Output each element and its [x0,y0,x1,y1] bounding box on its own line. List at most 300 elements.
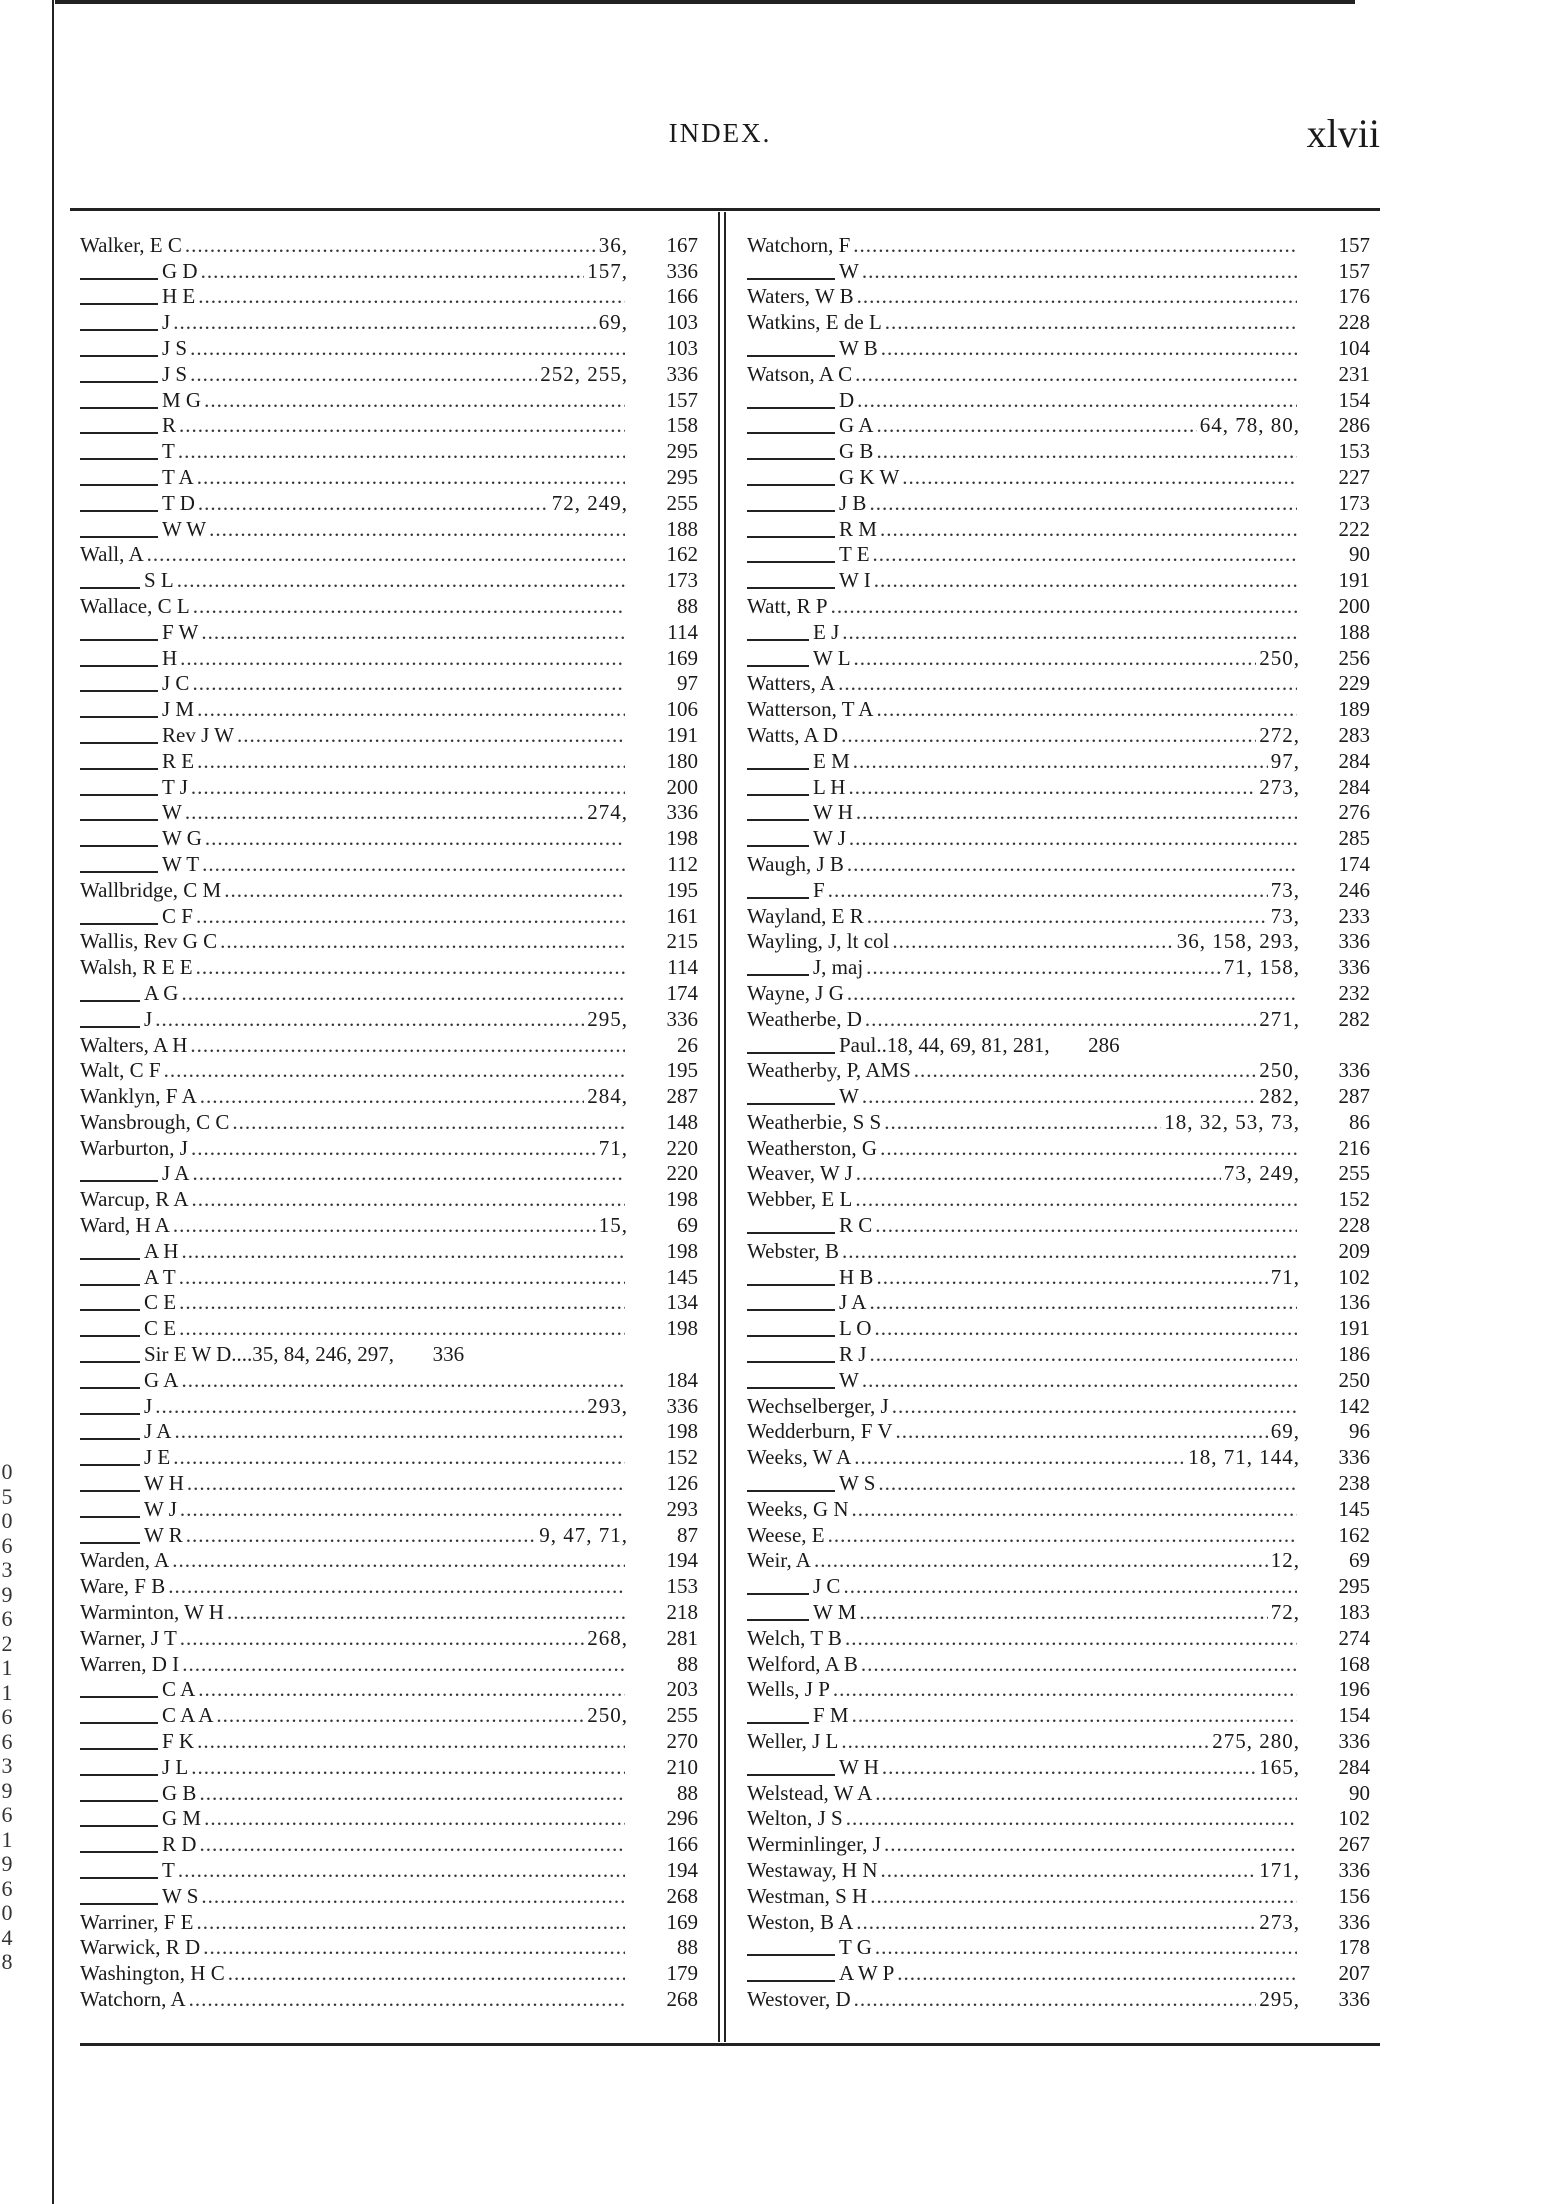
ditto-dash [747,1376,835,1389]
index-entry [80,361,698,387]
dot-leader [838,671,1297,696]
index-entry [80,619,698,645]
entry-references: 273, [1259,774,1300,799]
index-entry [80,309,698,335]
entry-name: G A [144,1367,179,1392]
entry-references: 9, 47, 71, [539,1522,628,1547]
ditto-dash [747,757,809,770]
entry-name: R D [162,1832,197,1857]
edge-digit: 9 [1,1851,13,1876]
entry-name: W H [813,800,853,825]
entry-page-number: 336 [666,258,698,283]
entry-name: J C [813,1574,841,1599]
entry-name: W J [813,826,846,851]
entry-name: Weese, E [747,1522,825,1547]
index-entry [80,1780,698,1806]
entry-page-number: 154 [1338,1703,1370,1728]
index-entry [747,1264,1370,1290]
dot-leader [173,1213,596,1238]
entry-page-number: 106 [666,697,698,722]
ditto-dash [747,834,809,847]
ditto-dash [80,1298,140,1311]
dot-leader [861,1652,1297,1677]
entry-page-number: 336 [1338,1729,1370,1754]
entry-name: C A [162,1677,196,1702]
entry-page-number: 114 [667,619,698,644]
dot-leader [197,1729,625,1754]
entry-references: 18, 32, 53, 73, [1164,1109,1300,1134]
entry-name: Warden, A [80,1548,170,1573]
entry-name: J S [162,361,188,386]
edge-digit: 5 [1,1483,13,1509]
entry-name: Weaver, W J [747,1161,853,1186]
column-divider [718,212,720,2042]
entry-page-number: 274 [1338,1625,1370,1650]
ditto-dash [747,808,809,821]
dot-leader [855,1187,1297,1212]
entry-page-number: 191 [1338,568,1370,593]
dot-leader [902,465,1297,490]
index-entry [80,1135,698,1161]
entry-page-number: 293 [666,1496,698,1521]
entry-references: 273, [1259,1909,1300,1934]
ditto-dash [747,473,835,486]
entry-page-number: 336 [666,361,698,386]
ditto-dash [80,1247,140,1260]
entry-name: Weatherby, P, AMS [747,1058,911,1083]
entry-page-number: 97 [677,671,698,696]
index-entry [80,954,698,980]
index-entry [80,1651,698,1677]
ditto-dash [747,550,835,563]
index-entry [747,645,1370,671]
dot-leader [147,542,625,567]
entry-references: 15, [598,1213,628,1238]
dot-leader [847,852,1297,877]
entry-name: J A [839,1290,867,1315]
index-entry [80,232,698,258]
entry-page-number: 174 [666,980,698,1005]
dot-leader [841,1729,1209,1754]
entry-page-number: 152 [1338,1187,1370,1212]
entry-references: 36, 158, 293, [1176,929,1300,954]
index-entry [80,1857,698,1883]
ditto-dash [747,654,809,667]
entry-name: Wechselberger, J [747,1393,889,1418]
index-entry [80,1341,698,1367]
entry-references: 69, [598,310,628,335]
entry-name: Weir, A [747,1548,811,1573]
dot-leader [193,594,625,619]
dot-leader [179,1290,625,1315]
entry-page-number: 228 [1338,1213,1370,1238]
entry-name: R J [839,1342,867,1367]
ditto-dash [80,1324,140,1337]
index-entry [747,1290,1370,1316]
dot-leader [191,775,625,800]
entry-name: W R [144,1522,183,1547]
ditto-dash [747,628,809,641]
index-entry [747,258,1370,284]
entry-name: Wall, A [80,542,144,567]
dot-leader [192,1187,625,1212]
entry-page-number: 210 [666,1754,698,1779]
ditto-dash [80,1479,140,1492]
dot-leader [186,1523,537,1548]
entry-name: D [839,387,855,412]
dot-leader [878,1471,1297,1496]
binding-edge-line [52,0,54,2204]
entry-references: 274, [587,800,628,825]
dot-leader [852,1703,1297,1728]
entry-name: H [162,645,178,670]
ditto-dash [80,318,158,331]
dot-leader [191,1755,625,1780]
dot-leader [197,749,625,774]
index-entry [80,490,698,516]
entry-page-number: 231 [1338,361,1370,386]
entry-page-number: 195 [666,877,698,902]
entry-name: Warminton, W H [80,1600,224,1625]
entry-page-number: 336 [666,1393,698,1418]
entry-page-number: 178 [1338,1935,1370,1960]
dot-leader [173,310,596,335]
dot-leader [867,904,1268,929]
entry-references: 171, [1259,1858,1300,1882]
entry-name: Wallbridge, C M [80,877,222,902]
index-entry [747,1135,1370,1161]
entry-page-number: 169 [666,1909,698,1934]
entry-page-number: 336 [1338,955,1370,980]
ditto-dash [80,1814,158,1827]
index-entry [747,1393,1370,1419]
entry-references: 64, 78, 80, [1199,413,1300,438]
index-entry [747,1186,1370,1212]
index-entry [80,825,698,851]
index-column-right [747,232,1370,2012]
entry-page-number: 222 [1338,516,1370,541]
entry-page-number: 134 [666,1290,698,1315]
ditto-dash [80,628,158,641]
entry-page-number: 103 [666,335,698,360]
entry-name: F W [162,619,199,644]
index-entry [80,1599,698,1625]
ditto-dash [80,808,158,821]
dot-leader [875,1935,1297,1960]
entry-page-number: 228 [1338,310,1370,335]
entry-name: S L [144,568,174,593]
ditto-dash [80,860,158,873]
ditto-dash [80,757,158,770]
dot-leader [854,1445,1185,1470]
index-entry [747,567,1370,593]
entry-page-number: 186 [1338,1342,1370,1367]
edge-digit: 6 [1,1728,13,1754]
dot-leader [914,1058,1256,1083]
ditto-dash [80,1789,158,1802]
index-entry [80,1393,698,1419]
index-entry [747,1006,1370,1032]
index-entry [747,309,1370,335]
index-entry [80,1522,698,1548]
entry-page-number: 200 [1338,593,1370,618]
page-number: xlvii [1306,111,1380,156]
entry-page-number: 145 [666,1264,698,1289]
dot-leader [190,336,625,361]
entry-name: Sir E W D....35, 84, 246, 297, [144,1342,395,1367]
entry-name: Welton, J S [747,1806,843,1831]
ditto-dash [747,421,835,434]
edge-digit: 8 [1,1949,13,1974]
entry-name: W H [839,1754,879,1779]
ditto-dash [747,783,809,796]
index-entry [747,774,1370,800]
index-entry [747,1728,1370,1754]
entry-references: 71, [598,1135,628,1160]
dot-leader [179,1316,625,1341]
index-entry [747,1599,1370,1625]
entry-page-number: 209 [1338,1238,1370,1263]
entry-name: W [162,800,182,825]
ditto-dash [747,1763,835,1776]
index-entry [80,1496,698,1522]
entry-name: Watterson, T A [747,697,874,722]
ditto-dash [80,1169,158,1182]
entry-page-number: 232 [1338,980,1370,1005]
entry-name: Wansbrough, C C [80,1109,230,1134]
entry-page-number: 96 [1349,1419,1370,1444]
index-entry [80,696,698,722]
index-entry [747,1677,1370,1703]
dot-leader [182,1652,625,1677]
entry-name: T G [839,1935,872,1960]
index-entry [80,1058,698,1084]
entry-page-number: 126 [666,1471,698,1496]
ditto-dash [80,989,140,1002]
index-entry [80,1290,698,1316]
entry-name: F [813,877,825,902]
entry-name: T [162,1858,175,1882]
dot-leader [884,1110,1161,1135]
entry-name: Wallis, Rev G C [80,929,218,954]
dot-leader [197,465,625,490]
index-entry [747,1883,1370,1909]
entry-page-number: 87 [677,1522,698,1547]
entry-name: Warner, J T [80,1625,177,1650]
edge-digit: 6 [1,1875,13,1901]
edge-digit: 6 [1,1532,13,1558]
edge-digit: 2 [1,1630,13,1656]
index-entry [80,1161,698,1187]
index-entry [747,877,1370,903]
entry-name: Welstead, W A [747,1780,873,1805]
index-entry [80,413,698,439]
dot-leader [168,1574,625,1599]
index-entry [80,1677,698,1703]
entry-name: Wayland, E R [747,903,864,928]
entry-references: 71, 158, [1223,955,1300,980]
dot-leader [220,929,625,954]
ditto-dash [80,1840,158,1853]
dot-leader [876,439,1297,464]
index-entry [747,1212,1370,1238]
entry-page-number: 207 [1338,1961,1370,1986]
entry-page-number: 281 [666,1625,698,1650]
dot-leader [201,620,625,645]
entry-page-number: 167 [666,232,698,257]
index-entry [80,1573,698,1599]
entry-page-number: 188 [1338,619,1370,644]
entry-page-number: 200 [666,774,698,799]
index-entry [80,284,698,310]
entry-name: Weatherbie, S S [747,1109,882,1134]
index-entry [80,1212,698,1238]
dot-leader [857,388,1297,413]
index-entry [80,1444,698,1470]
dot-leader [196,955,625,980]
index-entry [80,1728,698,1754]
entry-page-number: 176 [1338,284,1370,309]
entry-name: E J [813,619,840,644]
entry-name: Welford, A B [747,1651,858,1676]
index-entry [80,593,698,619]
index-entry [747,1470,1370,1496]
entry-page-number: 220 [666,1135,698,1160]
dot-leader [842,620,1297,645]
dot-leader [191,1136,596,1161]
index-entry [747,1986,1370,2012]
entry-name: E M [813,748,850,773]
ditto-dash [80,292,158,305]
entry-page-number: 215 [666,929,698,954]
ditto-dash [80,499,158,512]
dot-leader [842,1239,1297,1264]
entry-references: 272, [1259,722,1300,747]
entry-page-number: 336 [666,1006,698,1031]
ditto-dash [80,679,158,692]
index-entry [80,1702,698,1728]
entry-name: Warburton, J [80,1135,188,1160]
edge-digit: 4 [1,1924,13,1950]
ditto-dash [80,705,158,718]
index-entry [80,542,698,568]
ditto-dash [80,1350,140,1363]
dot-leader [873,542,1297,567]
index-entry [80,1806,698,1832]
dot-leader [205,826,625,851]
index-entry [80,1935,698,1961]
entry-page-number: 336 [666,800,698,825]
entry-name: Waters, W B [747,284,854,309]
entry-name: Webster, B [747,1238,839,1263]
dot-leader [180,1497,625,1522]
index-entry [747,232,1370,258]
index-entry [80,929,698,955]
scanned-page-edge [0,0,60,2204]
entry-page-number: 286 [1338,413,1370,438]
entry-references: 157, [587,258,628,283]
entry-page-number: 267 [1338,1832,1370,1857]
entry-page-number: 287 [666,1084,698,1109]
dot-leader [843,1574,1297,1599]
entry-references: 250, [1259,645,1300,670]
entry-page-number: 286 [1088,1032,1120,1057]
entry-page-number: 114 [667,955,698,980]
entry-name: Warcup, R A [80,1187,189,1212]
entry-references: 252, 255, [540,361,628,386]
entry-name: Weatherbe, D [747,1006,862,1031]
dot-leader [232,1110,625,1135]
index-entry [80,774,698,800]
entry-page-number: 145 [1338,1496,1370,1521]
entry-name: J E [144,1445,171,1470]
entry-name: Westover, D [747,1986,851,2011]
ditto-dash [80,1505,140,1518]
entry-name: Weller, J L [747,1729,839,1754]
entry-page-number: 169 [666,645,698,670]
ditto-dash [80,1685,158,1698]
index-entry [747,980,1370,1006]
dot-leader [155,1394,584,1419]
dot-leader [882,1755,1256,1780]
entry-name: W B [839,335,878,360]
entry-name: Welch, T B [747,1625,842,1650]
entry-page-number: 295 [666,464,698,489]
index-entry [80,438,698,464]
index-entry [80,722,698,748]
dot-leader [897,1961,1297,1986]
entry-name: J [144,1393,153,1418]
entry-page-number: 250 [1338,1367,1370,1392]
entry-references: 275, 280, [1212,1729,1300,1754]
entry-name: Weeks, W A [747,1445,852,1470]
entry-name: J L [162,1754,189,1779]
dot-leader [179,413,625,438]
entry-page-number: 90 [1349,1780,1370,1805]
dot-leader [199,1832,625,1857]
index-entry [747,696,1370,722]
index-entry [80,1367,698,1393]
entry-page-number: 276 [1338,800,1370,825]
entry-references: 250, [587,1703,628,1728]
entry-name: W J [144,1496,177,1521]
index-entry [747,516,1370,542]
entry-name: Wedderburn, F V [747,1419,893,1444]
dot-leader [197,697,625,722]
dot-leader [856,1910,1256,1935]
index-entry [80,1625,698,1651]
index-entry [80,748,698,774]
ditto-dash [747,1943,835,1956]
entry-page-number: 183 [1338,1600,1370,1625]
entry-name: G D [162,258,198,283]
entry-name: Walt, C F [80,1058,161,1083]
page-top-edge [55,0,1355,4]
entry-page-number: 336 [1338,929,1370,954]
entry-name: Rev J W [162,722,234,747]
ditto-dash [747,267,835,280]
dot-leader [204,1806,625,1831]
entry-name: W I [839,568,871,593]
column-divider [724,212,726,2042]
ditto-dash [747,1273,835,1286]
dot-leader [841,723,1256,748]
entry-name: Weeks, G N [747,1496,849,1521]
ditto-dash [80,421,158,434]
entry-page-number: 218 [666,1600,698,1625]
index-entry [747,1032,1370,1058]
entry-page-number: 295 [666,439,698,464]
